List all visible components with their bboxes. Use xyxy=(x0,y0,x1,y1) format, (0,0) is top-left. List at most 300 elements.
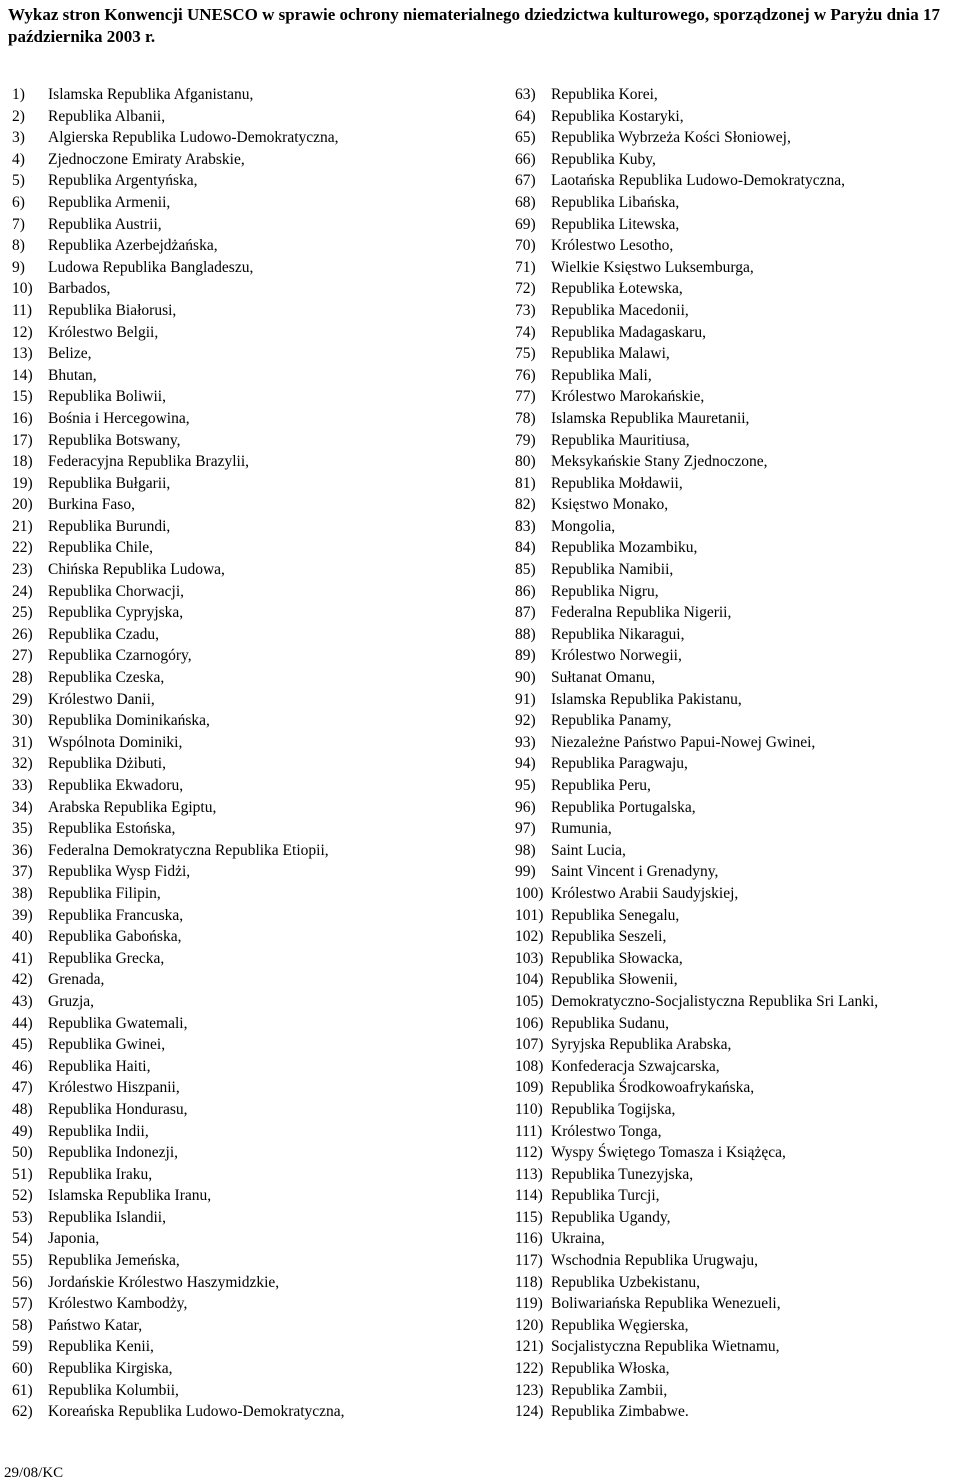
list-item-number: 9) xyxy=(12,258,25,276)
list-item-number: 28) xyxy=(12,669,33,687)
list-item-number: 19) xyxy=(12,474,33,492)
list-item-number: 34) xyxy=(12,798,33,816)
list-item-state-name: Republika Kirgiska, xyxy=(48,1360,173,1378)
list-item xyxy=(515,559,955,581)
list-item xyxy=(515,710,955,732)
list-item-state-name: Republika Mozambiku, xyxy=(551,539,698,557)
list-item-number: 30) xyxy=(12,712,33,730)
list-item-number: 51) xyxy=(12,1165,33,1183)
list-item-state-name: Saint Vincent i Grenadyny, xyxy=(551,863,719,881)
list-item-state-name: Republika Panamy, xyxy=(551,712,672,730)
list-item xyxy=(12,645,452,667)
list-item-state-name: Republika Islandii, xyxy=(48,1208,166,1226)
list-item-number: 62) xyxy=(12,1403,33,1421)
list-item xyxy=(515,343,955,365)
list-item-state-name: Republika Chorwacji, xyxy=(48,582,185,600)
list-item-state-name: Republika Kolumbii, xyxy=(48,1381,179,1399)
list-item xyxy=(515,1121,955,1143)
list-item-state-name: Republika Kostaryki, xyxy=(551,107,684,125)
list-item-number: 65) xyxy=(515,129,536,147)
list-item-state-name: Sułtanat Omanu, xyxy=(551,669,656,687)
list-item-number: 101) xyxy=(515,906,544,924)
list-item-state-name: Republika Białorusi, xyxy=(48,301,177,319)
list-item xyxy=(12,1164,452,1186)
list-item xyxy=(12,1250,452,1272)
list-item-state-name: Meksykańskie Stany Zjednoczone, xyxy=(551,453,768,471)
list-item-state-name: Grenada, xyxy=(48,971,105,989)
list-item-number: 27) xyxy=(12,647,33,665)
list-item xyxy=(12,1099,452,1121)
list-item xyxy=(515,257,955,279)
list-item xyxy=(12,797,452,819)
list-item xyxy=(12,214,452,236)
list-item-number: 118) xyxy=(515,1273,543,1291)
list-item xyxy=(12,775,452,797)
list-item-number: 39) xyxy=(12,906,33,924)
list-item xyxy=(515,1336,955,1358)
list-item-state-name: Republika Czadu, xyxy=(48,625,160,643)
list-item xyxy=(12,1401,452,1423)
list-item xyxy=(515,1013,955,1035)
list-item xyxy=(515,602,955,624)
list-item-state-name: Republika Indii, xyxy=(48,1122,149,1140)
list-item-state-name: Republika Włoska, xyxy=(551,1360,670,1378)
list-item xyxy=(515,883,955,905)
list-item xyxy=(515,365,955,387)
list-item xyxy=(12,732,452,754)
list-item-number: 24) xyxy=(12,582,33,600)
list-item-state-name: Republika Środkowoafrykańska, xyxy=(551,1079,755,1097)
list-item-state-name: Królestwo Kambodży, xyxy=(48,1295,188,1313)
list-item-number: 100) xyxy=(515,884,544,902)
list-item xyxy=(515,451,955,473)
list-item xyxy=(12,235,452,257)
list-item xyxy=(12,1013,452,1035)
list-item-state-name: Republika Senegalu, xyxy=(551,906,680,924)
list-item-state-name: Saint Lucia, xyxy=(551,841,626,859)
list-item-state-name: Republika Francuska, xyxy=(48,906,184,924)
list-item-state-name: Republika Libańska, xyxy=(551,193,680,211)
list-item-state-name: Republika Madagaskaru, xyxy=(551,323,706,341)
list-item-number: 106) xyxy=(515,1014,544,1032)
list-item xyxy=(515,1099,955,1121)
list-item-number: 20) xyxy=(12,496,33,514)
list-item-number: 44) xyxy=(12,1014,33,1032)
list-item-state-name: Państwo Katar, xyxy=(48,1316,143,1334)
list-item-number: 66) xyxy=(515,150,536,168)
list-item-state-name: Republika Seszeli, xyxy=(551,928,667,946)
list-item xyxy=(515,1142,955,1164)
list-item-number: 89) xyxy=(515,647,536,665)
list-item-number: 35) xyxy=(12,820,33,838)
list-item-number: 119) xyxy=(515,1295,543,1313)
list-item-number: 7) xyxy=(12,215,25,233)
list-item xyxy=(515,84,955,106)
list-item-state-name: Republika Cypryjska, xyxy=(48,604,184,622)
list-item-state-name: Burkina Faso, xyxy=(48,496,135,514)
list-item-state-name: Królestwo Hiszpanii, xyxy=(48,1079,180,1097)
list-item xyxy=(12,473,452,495)
list-item-number: 48) xyxy=(12,1100,33,1118)
list-item xyxy=(515,235,955,257)
list-item xyxy=(12,624,452,646)
list-item xyxy=(515,278,955,300)
list-item-state-name: Algierska Republika Ludowo-Demokratyczna, xyxy=(48,129,339,147)
list-item-state-name: Mongolia, xyxy=(551,517,616,535)
list-item-number: 22) xyxy=(12,539,33,557)
list-item-state-name: Republika Kuby, xyxy=(551,150,656,168)
list-item-state-name: Boliwariańska Republika Wenezueli, xyxy=(551,1295,781,1313)
list-item xyxy=(515,1358,955,1380)
list-item-state-name: Bośnia i Hercegowina, xyxy=(48,409,190,427)
list-item xyxy=(12,753,452,775)
list-item xyxy=(12,905,452,927)
list-item-number: 17) xyxy=(12,431,33,449)
list-item-state-name: Wspólnota Dominiki, xyxy=(48,733,183,751)
list-item-number: 80) xyxy=(515,453,536,471)
list-item xyxy=(515,1228,955,1250)
list-item-number: 99) xyxy=(515,863,536,881)
list-item-state-name: Republika Sudanu, xyxy=(551,1014,669,1032)
list-item xyxy=(12,192,452,214)
list-item-number: 76) xyxy=(515,366,536,384)
list-item-number: 31) xyxy=(12,733,33,751)
list-item-state-name: Republika Litewska, xyxy=(551,215,680,233)
list-item xyxy=(12,257,452,279)
list-item xyxy=(515,214,955,236)
list-item-number: 59) xyxy=(12,1338,33,1356)
list-item xyxy=(12,969,452,991)
list-item-state-name: Republika Armenii, xyxy=(48,193,171,211)
list-item-state-name: Islamska Republika Pakistanu, xyxy=(551,690,742,708)
list-item xyxy=(515,149,955,171)
list-item xyxy=(515,408,955,430)
list-item xyxy=(12,278,452,300)
list-item-number: 63) xyxy=(515,86,536,103)
list-item-state-name: Republika Tunezyjska, xyxy=(551,1165,694,1183)
list-item xyxy=(12,840,452,862)
list-item-state-name: Zjednoczone Emiraty Arabskie, xyxy=(48,150,245,168)
list-item-state-name: Republika Nigru, xyxy=(551,582,659,600)
list-item xyxy=(12,494,452,516)
list-item-state-name: Republika Dżibuti, xyxy=(48,755,166,773)
list-item-state-name: Republika Chile, xyxy=(48,539,154,557)
list-item-number: 104) xyxy=(515,971,544,989)
list-item xyxy=(515,322,955,344)
list-item-state-name: Republika Korei, xyxy=(551,86,658,103)
list-item-state-name: Republika Czeska, xyxy=(48,669,165,687)
list-item-state-name: Republika Haiti, xyxy=(48,1057,151,1075)
list-item xyxy=(12,1142,452,1164)
list-item xyxy=(515,775,955,797)
list-item xyxy=(515,1185,955,1207)
document-footer-code: 29/08/KC xyxy=(4,1465,64,1481)
list-item-state-name: Republika Albanii, xyxy=(48,107,166,125)
list-item-state-name: Wielkie Księstwo Luksemburga, xyxy=(551,258,754,276)
list-item-state-name: Islamska Republika Iranu, xyxy=(48,1187,212,1205)
list-item xyxy=(515,430,955,452)
list-item xyxy=(515,386,955,408)
list-item xyxy=(12,1185,452,1207)
list-item xyxy=(12,408,452,430)
list-item-state-name: Republika Iraku, xyxy=(48,1165,153,1183)
list-item-number: 87) xyxy=(515,604,536,622)
list-item-number: 13) xyxy=(12,345,33,363)
list-item xyxy=(12,1293,452,1315)
list-item-state-name: Republika Estońska, xyxy=(48,820,176,838)
list-item-number: 12) xyxy=(12,323,33,341)
list-item xyxy=(515,1250,955,1272)
list-item-number: 47) xyxy=(12,1079,33,1097)
list-item-state-name: Republika Namibii, xyxy=(551,561,674,579)
list-item-number: 79) xyxy=(515,431,536,449)
list-item-number: 108) xyxy=(515,1057,544,1075)
list-item-state-name: Republika Zimbabwe. xyxy=(551,1403,689,1421)
list-item-state-name: Republika Macedonii, xyxy=(551,301,689,319)
list-item xyxy=(12,430,452,452)
list-item-number: 86) xyxy=(515,582,536,600)
list-item-state-name: Republika Portugalska, xyxy=(551,798,696,816)
list-item xyxy=(515,516,955,538)
list-item-number: 52) xyxy=(12,1187,33,1205)
list-item-number: 113) xyxy=(515,1165,543,1183)
list-item-number: 2) xyxy=(12,107,25,125)
list-item-number: 32) xyxy=(12,755,33,773)
list-item xyxy=(12,1380,452,1402)
list-item-number: 4) xyxy=(12,150,25,168)
list-item-number: 105) xyxy=(515,992,544,1010)
list-item xyxy=(12,1336,452,1358)
list-item xyxy=(515,948,955,970)
list-item-number: 54) xyxy=(12,1230,33,1248)
list-item-state-name: Królestwo Belgii, xyxy=(48,323,159,341)
list-item-number: 72) xyxy=(515,280,536,298)
list-item-number: 107) xyxy=(515,1036,544,1054)
list-item xyxy=(12,170,452,192)
list-item xyxy=(515,926,955,948)
list-item-state-name: Wschodnia Republika Urugwaju, xyxy=(551,1252,759,1270)
list-item-number: 88) xyxy=(515,625,536,643)
list-item-state-name: Japonia, xyxy=(48,1230,100,1248)
list-item-number: 84) xyxy=(515,539,536,557)
list-item-number: 115) xyxy=(515,1208,543,1226)
list-item-number: 121) xyxy=(515,1338,544,1356)
list-item-number: 36) xyxy=(12,841,33,859)
list-item xyxy=(515,905,955,927)
list-item-number: 112) xyxy=(515,1144,543,1162)
list-item-number: 69) xyxy=(515,215,536,233)
list-item-number: 123) xyxy=(515,1381,544,1399)
list-item-number: 68) xyxy=(515,193,536,211)
list-item-number: 111) xyxy=(515,1122,543,1140)
list-item-number: 60) xyxy=(12,1360,33,1378)
list-item-number: 42) xyxy=(12,971,33,989)
list-item-state-name: Republika Austrii, xyxy=(48,215,162,233)
list-item xyxy=(12,1228,452,1250)
list-item-state-name: Demokratyczno-Socjalistyczna Republika Sri Lanki, xyxy=(551,992,879,1010)
list-item xyxy=(12,1315,452,1337)
list-item xyxy=(12,1272,452,1294)
list-item-number: 10) xyxy=(12,280,33,298)
list-item-number: 94) xyxy=(515,755,536,773)
list-item-state-name: Belize, xyxy=(48,345,92,363)
list-item-number: 114) xyxy=(515,1187,543,1205)
list-item-state-name: Królestwo Marokańskie, xyxy=(551,388,705,406)
list-item-number: 93) xyxy=(515,733,536,751)
list-item-state-name: Arabska Republika Egiptu, xyxy=(48,798,217,816)
list-item xyxy=(515,1207,955,1229)
list-item xyxy=(515,106,955,128)
list-item-number: 55) xyxy=(12,1252,33,1270)
list-item-state-name: Niezależne Państwo Papui-Nowej Gwinei, xyxy=(551,733,816,751)
list-item-number: 6) xyxy=(12,193,25,211)
list-item-number: 98) xyxy=(515,841,536,859)
list-item-state-name: Federacyjna Republika Brazylii, xyxy=(48,453,250,471)
list-item-number: 97) xyxy=(515,820,536,838)
list-item-number: 8) xyxy=(12,237,25,255)
list-item xyxy=(515,753,955,775)
list-item-state-name: Republika Słowacka, xyxy=(551,949,683,967)
list-item-number: 5) xyxy=(12,172,25,190)
list-item-state-name: Republika Ugandy, xyxy=(551,1208,671,1226)
list-item xyxy=(515,667,955,689)
list-item-state-name: Republika Uzbekistanu, xyxy=(551,1273,700,1291)
list-item-state-name: Ludowa Republika Bangladeszu, xyxy=(48,258,254,276)
list-item-number: 109) xyxy=(515,1079,544,1097)
list-item-number: 38) xyxy=(12,884,33,902)
list-item xyxy=(12,667,452,689)
list-item-state-name: Syryjska Republika Arabska, xyxy=(551,1036,732,1054)
list-item xyxy=(12,386,452,408)
list-item-state-name: Federalna Demokratyczna Republika Etiopii, xyxy=(48,841,329,859)
list-item-number: 116) xyxy=(515,1230,543,1248)
list-item-number: 78) xyxy=(515,409,536,427)
list-item-state-name: Republika Czarnogóry, xyxy=(48,647,192,665)
list-item-number: 40) xyxy=(12,928,33,946)
list-item xyxy=(515,494,955,516)
list-item xyxy=(12,516,452,538)
list-item-number: 71) xyxy=(515,258,536,276)
list-item xyxy=(12,1358,452,1380)
list-item-state-name: Republika Bułgarii, xyxy=(48,474,171,492)
list-item-number: 56) xyxy=(12,1273,33,1291)
list-item-number: 103) xyxy=(515,949,544,967)
list-item xyxy=(12,818,452,840)
list-item xyxy=(12,581,452,603)
list-item xyxy=(515,1077,955,1099)
list-item-state-name: Republika Indonezji, xyxy=(48,1144,178,1162)
list-item xyxy=(515,1401,955,1423)
list-item-number: 117) xyxy=(515,1252,543,1270)
list-item-state-name: Królestwo Tonga, xyxy=(551,1122,662,1140)
list-item-state-name: Republika Togijska, xyxy=(551,1100,676,1118)
list-item xyxy=(515,1164,955,1186)
list-item-number: 91) xyxy=(515,690,536,708)
list-item-state-name: Republika Burundi, xyxy=(48,517,171,535)
list-item-number: 81) xyxy=(515,474,536,492)
list-item-number: 64) xyxy=(515,107,536,125)
list-item xyxy=(12,926,452,948)
list-item-state-name: Republika Peru, xyxy=(551,777,651,794)
list-item-number: 43) xyxy=(12,992,33,1010)
list-item-state-name: Republika Kenii, xyxy=(48,1338,154,1356)
list-item-state-name: Laotańska Republika Ludowo-Demokratyczna, xyxy=(551,172,845,190)
list-item xyxy=(12,149,452,171)
list-item xyxy=(12,883,452,905)
list-item xyxy=(515,127,955,149)
list-item xyxy=(515,581,955,603)
list-item xyxy=(12,1034,452,1056)
list-item-state-name: Wyspy Świętego Tomasza i Książęca, xyxy=(551,1144,786,1162)
list-item xyxy=(12,948,452,970)
list-item-number: 16) xyxy=(12,409,33,427)
list-item-number: 110) xyxy=(515,1100,543,1118)
list-item xyxy=(12,602,452,624)
list-item-number: 95) xyxy=(515,777,536,794)
list-item-state-name: Jordańskie Królestwo Haszymidzkie, xyxy=(48,1273,280,1291)
list-item-number: 33) xyxy=(12,777,33,794)
list-item-state-name: Socjalistyczna Republika Wietnamu, xyxy=(551,1338,780,1356)
list-item-state-name: Republika Malawi, xyxy=(551,345,670,363)
list-item xyxy=(12,106,452,128)
list-item xyxy=(515,689,955,711)
list-item xyxy=(12,991,452,1013)
list-item xyxy=(515,1293,955,1315)
list-item xyxy=(515,818,955,840)
list-item-state-name: Republika Słowenii, xyxy=(551,971,678,989)
list-item-number: 53) xyxy=(12,1208,33,1226)
list-item-number: 45) xyxy=(12,1036,33,1054)
list-item-number: 96) xyxy=(515,798,536,816)
list-item-state-name: Królestwo Norwegii, xyxy=(551,647,682,665)
list-item-state-name: Republika Wysp Fidżi, xyxy=(48,863,191,881)
list-item-number: 50) xyxy=(12,1144,33,1162)
list-item-state-name: Republika Łotewska, xyxy=(551,280,683,298)
list-item xyxy=(12,689,452,711)
list-item-state-name: Republika Hondurasu, xyxy=(48,1100,188,1118)
list-item-state-name: Republika Mołdawii, xyxy=(551,474,683,492)
list-item xyxy=(12,343,452,365)
list-item-state-name: Ukraina, xyxy=(551,1230,605,1248)
list-item-number: 23) xyxy=(12,561,33,579)
list-item xyxy=(515,797,955,819)
states-list-right-column xyxy=(515,84,955,1423)
list-item xyxy=(12,365,452,387)
list-item-state-name: Republika Boliwii, xyxy=(48,388,166,406)
list-item-state-name: Republika Paragwaju, xyxy=(551,755,688,773)
list-item-number: 15) xyxy=(12,388,33,406)
list-item-state-name: Republika Zambii, xyxy=(551,1381,668,1399)
list-item-number: 124) xyxy=(515,1403,544,1421)
list-item-state-name: Barbados, xyxy=(48,280,111,298)
list-item-state-name: Islamska Republika Mauretanii, xyxy=(551,409,750,427)
list-item xyxy=(12,537,452,559)
list-item xyxy=(515,1315,955,1337)
list-item-number: 41) xyxy=(12,949,33,967)
list-item-number: 49) xyxy=(12,1122,33,1140)
list-item xyxy=(515,1272,955,1294)
list-item-number: 82) xyxy=(515,496,536,514)
list-item xyxy=(12,559,452,581)
list-item-state-name: Republika Gabońska, xyxy=(48,928,182,946)
list-item-number: 67) xyxy=(515,172,536,190)
list-item xyxy=(515,473,955,495)
list-item xyxy=(12,1121,452,1143)
list-item-state-name: Rumunia, xyxy=(551,820,612,838)
list-item-number: 73) xyxy=(515,301,536,319)
list-item-state-name: Księstwo Monako, xyxy=(551,496,669,514)
list-item-number: 3) xyxy=(12,129,25,147)
